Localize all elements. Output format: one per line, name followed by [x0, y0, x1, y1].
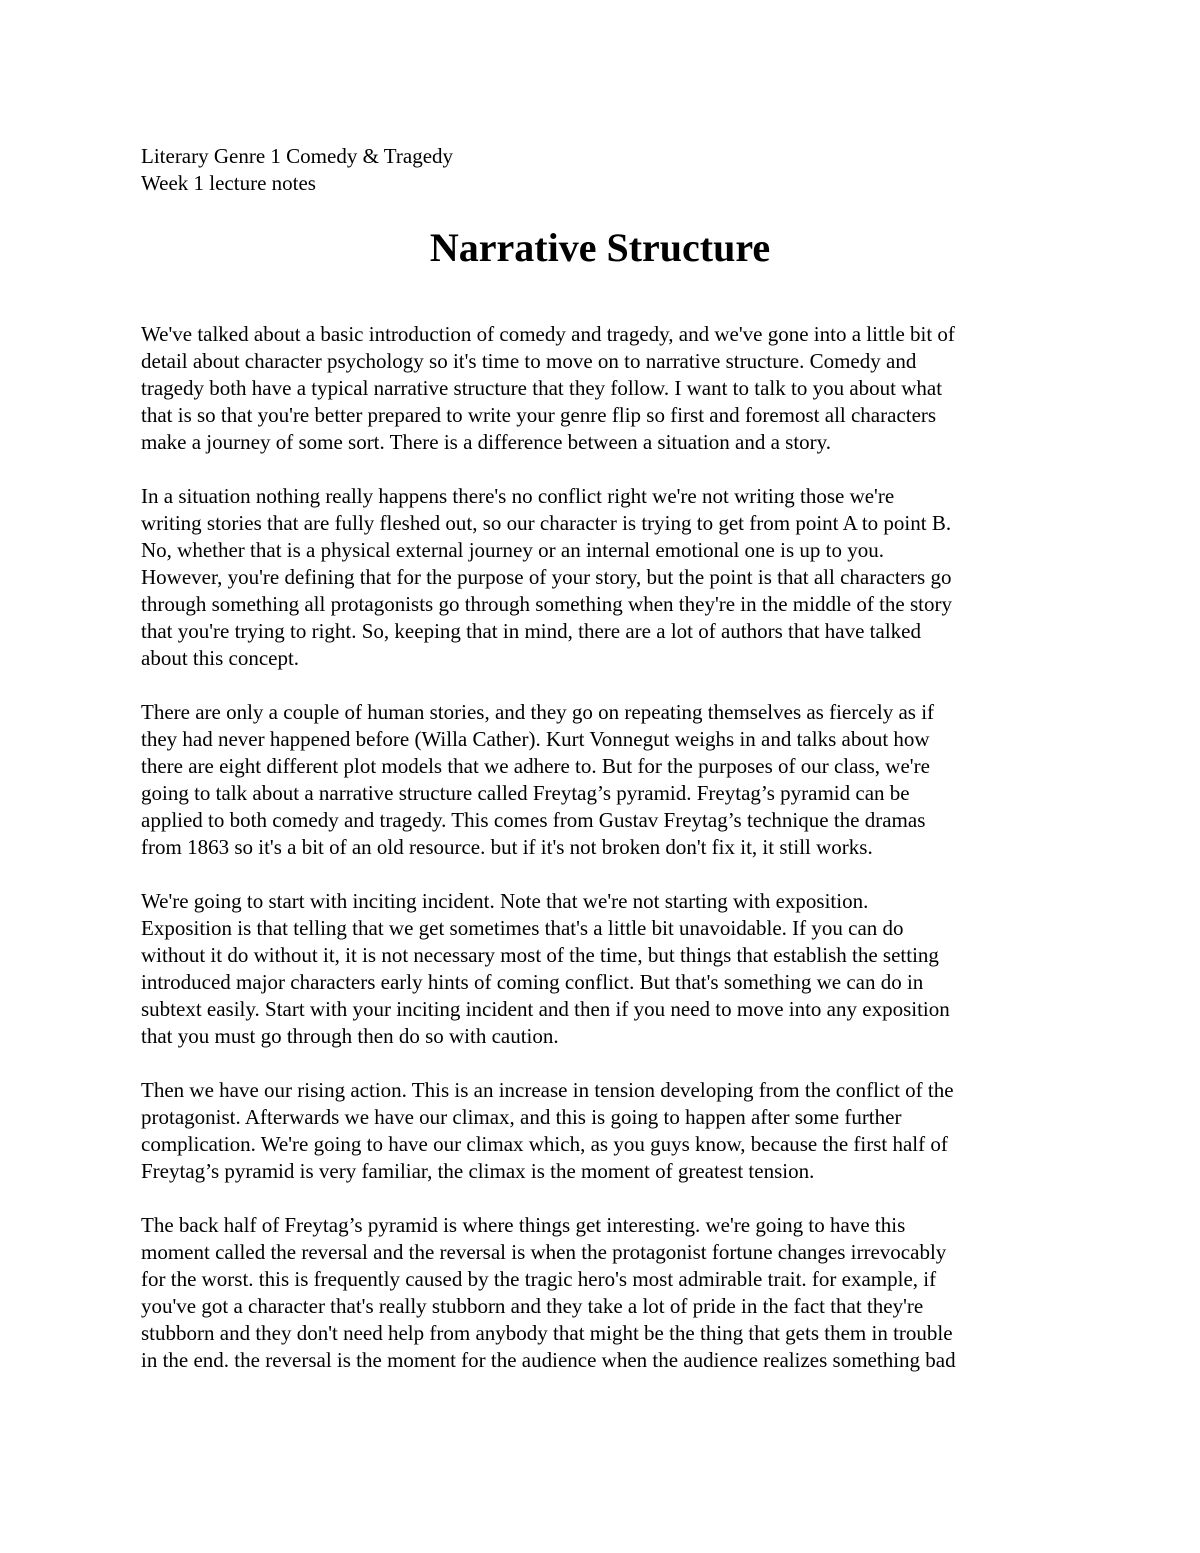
paragraph-line: through something all protagonists go through something when they're in the middle of the story: [141, 592, 953, 616]
paragraph-line: moment called the reversal and the reversal is when the protagonist fortune changes irrevocably: [141, 1240, 947, 1264]
paragraph-line: We've talked about a basic introduction of comedy and tragedy, and we've gone into a little bit of: [141, 322, 955, 346]
paragraph-line: that you must go through then do so with caution.: [141, 1024, 559, 1048]
body-paragraph: [141, 1077, 1059, 1185]
document-header: [141, 143, 453, 197]
paragraph-line: writing stories that are fully fleshed out, so our character is trying to get from point A to point B.: [141, 511, 952, 535]
paragraph-line: from 1863 so it's a bit of an old resource. but if it's not broken don't fix it, it still works.: [141, 835, 873, 859]
lecture-subtitle: Week 1 lecture notes: [141, 171, 316, 195]
paragraph-line: Exposition is that telling that we get sometimes that's a little bit unavoidable. If you can do: [141, 916, 904, 940]
paragraph-line: complication. We're going to have our climax which, as you guys know, because the first half of: [141, 1132, 948, 1156]
paragraph-line: However, you're defining that for the purpose of your story, but the point is that all characters go: [141, 565, 952, 589]
page-title: Narrative Structure: [429, 225, 771, 270]
paragraph-line: tragedy both have a typical narrative structure that they follow. I want to talk to you about what: [141, 376, 943, 400]
body-paragraph: [141, 888, 1059, 1050]
paragraph-line: subtext easily. Start with your inciting incident and then if you need to move into any exposition: [141, 997, 950, 1021]
paragraph-line: in the end. the reversal is the moment for the audience when the audience realizes something bad: [141, 1348, 956, 1372]
paragraph-line: that you're trying to right. So, keeping that in mind, there are a lot of authors that have talked: [141, 619, 921, 643]
paragraph-line: In a situation nothing really happens there's no conflict right we're not writing those we're: [141, 484, 895, 508]
paragraph-line: Then we have our rising action. This is an increase in tension developing from the conflict of the: [141, 1078, 954, 1102]
body-paragraph: [141, 1212, 1059, 1374]
body-paragraph: [141, 483, 1059, 672]
course-title: Literary Genre 1 Comedy & Tragedy: [141, 144, 454, 168]
paragraph-line: for the worst. this is frequently caused by the tragic hero's most admirable trait. for example, if: [141, 1267, 937, 1291]
paragraph-line: about this concept.: [141, 646, 300, 670]
paragraph-line: they had never happened before (Willa Cather). Kurt Vonnegut weighs in and talks about how: [141, 727, 930, 751]
paragraph-line: without it do without it, it is not necessary most of the time, but things that establish the setting: [141, 943, 939, 967]
paragraph-line: detail about character psychology so it's time to move on to narrative structure. Comedy and: [141, 349, 917, 373]
paragraph-line: stubborn and they don't need help from anybody that might be the thing that gets them in trouble: [141, 1321, 953, 1345]
paragraph-line: The back half of Freytag’s pyramid is where things get interesting. we're going to have this: [141, 1213, 906, 1237]
paragraph-line: Freytag’s pyramid is very familiar, the climax is the moment of greatest tension.: [141, 1159, 815, 1183]
document-body: [141, 321, 1059, 1401]
paragraph-line: introduced major characters early hints of coming conflict. But that's something we can do in: [141, 970, 924, 994]
paragraph-line: you've got a character that's really stubborn and they take a lot of pride in the fact that they're: [141, 1294, 924, 1318]
paragraph-line: No, whether that is a physical external journey or an internal emotional one is up to you.: [141, 538, 884, 562]
paragraph-line: applied to both comedy and tragedy. This comes from Gustav Freytag’s technique the dramas: [141, 808, 926, 832]
paragraph-line: protagonist. Afterwards we have our climax, and this is going to happen after some further: [141, 1105, 902, 1129]
paragraph-line: there are eight different plot models that we adhere to. But for the purposes of our class, we're: [141, 754, 930, 778]
paragraph-line: There are only a couple of human stories, and they go on repeating themselves as fiercely as if: [141, 700, 935, 724]
paragraph-line: going to talk about a narrative structure called Freytag’s pyramid. Freytag’s pyramid can be: [141, 781, 910, 805]
body-paragraph: [141, 321, 1059, 456]
paragraph-line: We're going to start with inciting incident. Note that we're not starting with exposition.: [141, 889, 869, 913]
paragraph-line: make a journey of some sort. There is a difference between a situation and a story.: [141, 430, 832, 454]
body-paragraph: [141, 699, 1059, 861]
paragraph-line: that is so that you're better prepared to write your genre flip so first and foremost all characters: [141, 403, 937, 427]
